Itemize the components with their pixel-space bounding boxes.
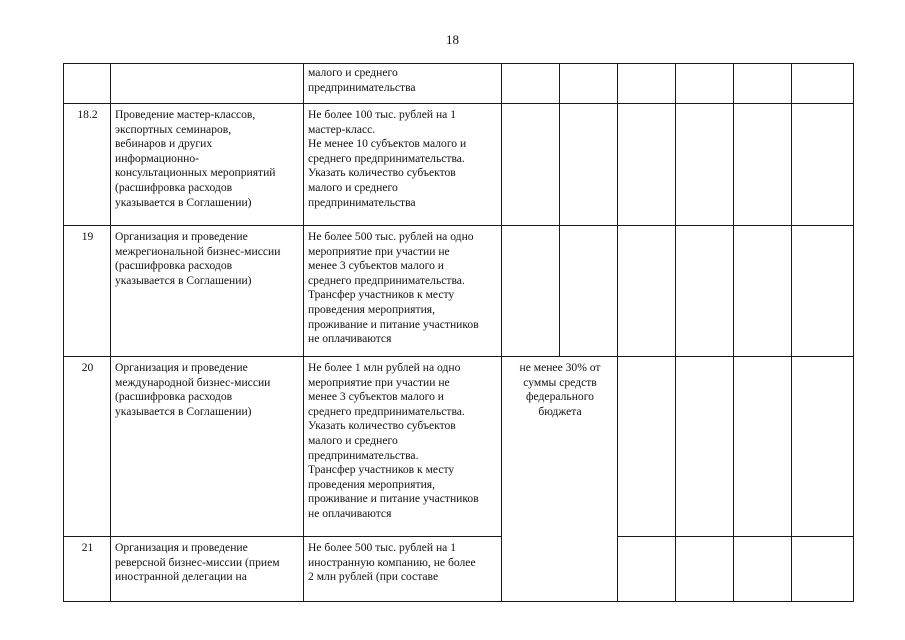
empty-cell	[676, 64, 734, 104]
condition-cell: Не более 500 тыс. рублей на одно мероприятие при участии не менее 3 субъектов малого и среднего предпринимательства. Трансфер участников к месту проведения мероприятия, проживание и питание участников не оплачиваются	[304, 226, 502, 357]
empty-cell	[676, 104, 734, 226]
empty-cell	[618, 64, 676, 104]
empty-cell	[676, 226, 734, 357]
empty-cell	[618, 104, 676, 226]
empty-cell	[502, 226, 560, 357]
row-number-cell: 21	[64, 537, 111, 602]
empty-cell	[792, 104, 854, 226]
measure-name-cell	[111, 64, 304, 104]
empty-cell	[502, 104, 560, 226]
condition-cell: Не более 500 тыс. рублей на 1 иностранную компанию, не более 2 млн рублей (при составе	[304, 537, 502, 602]
table-row	[64, 357, 854, 537]
empty-cell	[502, 64, 560, 104]
condition-cell: Не более 100 тыс. рублей на 1 мастер-класс. Не менее 10 субъектов малого и среднего предпринимательства. Указать количество субъектов малого и среднего предпринимательства	[304, 104, 502, 226]
empty-cell	[734, 64, 792, 104]
page-number: 18	[446, 32, 459, 47]
empty-cell	[792, 64, 854, 104]
empty-cell	[734, 226, 792, 357]
table-row	[64, 226, 854, 357]
condition-cell: Не более 1 млн рублей на одно мероприятие при участии не менее 3 субъектов малого и среднего предпринимательства. Указать количество субъектов малого и среднего предпринимательства. Трансфер участников к месту проведения мероприятия, проживание и питание участников не оплачиваются	[304, 357, 502, 537]
row-number-cell	[64, 64, 111, 104]
condition-cell: малого и среднего предпринимательства	[304, 64, 502, 104]
cofinancing-cell: не менее 30% от суммы средств федерального бюджета	[502, 357, 618, 602]
table-row	[64, 64, 854, 104]
table-row	[64, 104, 854, 226]
empty-cell	[792, 226, 854, 357]
empty-cell	[618, 226, 676, 357]
empty-cell	[676, 537, 734, 602]
empty-cell	[792, 357, 854, 537]
empty-cell	[734, 357, 792, 537]
row-number-cell: 19	[64, 226, 111, 357]
empty-cell	[676, 357, 734, 537]
measure-name-cell: Проведение мастер-классов, экспортных семинаров, вебинаров и других информационно- консультационных мероприятий (расшифровка расходов указывается в Соглашении)	[111, 104, 304, 226]
empty-cell	[734, 104, 792, 226]
table-row	[64, 537, 854, 602]
measure-name-cell: Организация и проведение международной бизнес-миссии (расшифровка расходов указывается в Соглашении)	[111, 357, 304, 537]
measure-name-cell: Организация и проведение реверсной бизнес-миссии (прием иностранной делегации на	[111, 537, 304, 602]
measure-name-cell: Организация и проведение межрегиональной бизнес-миссии (расшифровка расходов указывается в Соглашении)	[111, 226, 304, 357]
empty-cell	[618, 357, 676, 537]
empty-cell	[560, 64, 618, 104]
empty-cell	[560, 104, 618, 226]
empty-cell	[792, 537, 854, 602]
empty-cell	[560, 226, 618, 357]
empty-cell	[618, 537, 676, 602]
empty-cell	[734, 537, 792, 602]
row-number-cell: 20	[64, 357, 111, 537]
measures-table	[63, 63, 854, 602]
row-number-cell: 18.2	[64, 104, 111, 226]
